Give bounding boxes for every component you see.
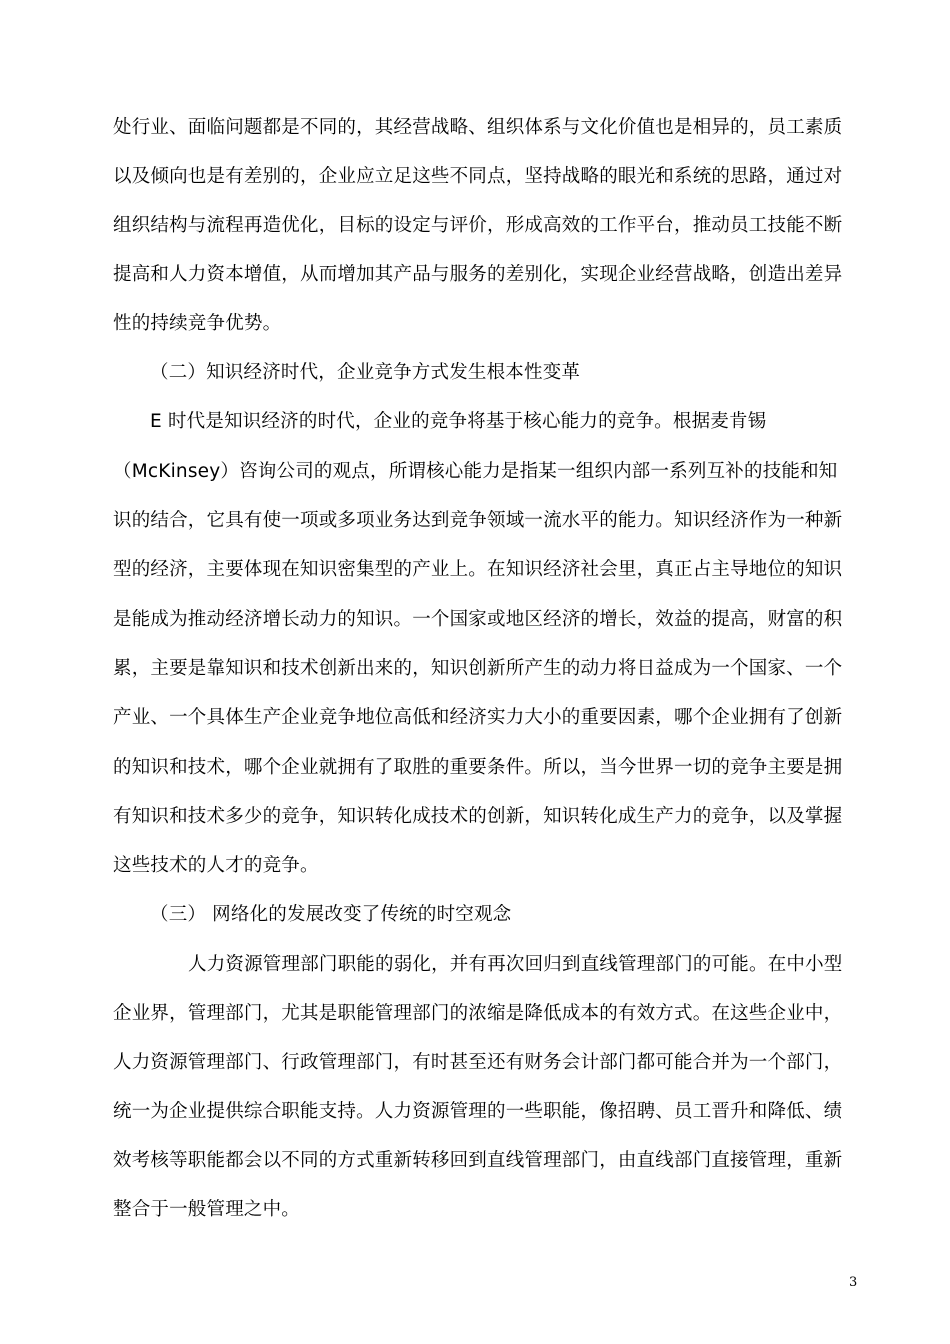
- text-line: 这些技术的人才的竞争。: [113, 855, 319, 876]
- text-line: 累，主要是靠知识和技术创新出来的，知识创新所产生的动力将日益成为一个国家、一个: [113, 658, 843, 679]
- text-line: 产业、一个具体生产企业竞争地位高低和经济实力大小的重要因素，哪个企业拥有了创新: [113, 707, 843, 728]
- text-line: 人力资源管理部门、行政管理部门，有时甚至还有财务会计部门都可能合并为一个部门，: [113, 1052, 843, 1073]
- text-line: 性的持续竞争优势。: [113, 313, 282, 334]
- text-line: 以及倾向也是有差别的，企业应立足这些不同点，坚持战略的眼光和系统的思路，通过对: [113, 166, 843, 187]
- section-heading-3: （三） 网络化的发展改变了传统的时空观念: [150, 904, 512, 925]
- text-line: 组织结构与流程再造优化，目标的设定与评价，形成高效的工作平台，推动员工技能不断: [113, 215, 843, 236]
- page-number: 3: [849, 1275, 858, 1290]
- text-line: 企业界，管理部门，尤其是职能管理部门的浓缩是降低成本的有效方式。在这些企业中，: [113, 1003, 843, 1024]
- text-line: 人力资源管理部门职能的弱化，并有再次回归到直线管理部门的可能。在中小型: [188, 954, 843, 975]
- text-line: 的知识和技术，哪个企业就拥有了取胜的重要条件。所以，当今世界一切的竞争主要是拥: [113, 757, 843, 778]
- text-line: 提高和人力资本增值，从而增加其产品与服务的差别化，实现企业经营战略，创造出差异: [113, 264, 843, 285]
- text-line: 型的经济，主要体现在知识密集型的产业上。在知识经济社会里，真正占主导地位的知识: [113, 559, 843, 580]
- text-line: 是能成为推动经济增长动力的知识。一个国家或地区经济的增长，效益的提高，财富的积: [113, 609, 843, 630]
- text-line: 有知识和技术多少的竞争，知识转化成技术的创新，知识转化成生产力的竞争，以及掌握: [113, 806, 843, 827]
- text-line: 统一为企业提供综合职能支持。人力资源管理的一些职能，像招聘、员工晋升和降低、绩: [113, 1101, 843, 1122]
- text-line: 整合于一般管理之中。: [113, 1199, 301, 1220]
- text-line: 处行业、面临问题都是不同的，其经营战略、组织体系与文化价值也是相异的，员工素质: [113, 117, 843, 138]
- text-line: （McKinsey）咨询公司的观点，所谓核心能力是指某一组织内部一系列互补的技能和知: [113, 461, 838, 482]
- section-heading-2: （二）知识经济时代，企业竞争方式发生根本性变革: [150, 362, 581, 383]
- text-line: 效考核等职能都会以不同的方式重新转移回到直线管理部门，由直线部门直接管理，重新: [113, 1150, 843, 1171]
- text-line: E 时代是知识经济的时代，企业的竞争将基于核心能力的竞争。根据麦肯锡: [150, 411, 767, 432]
- text-line: 识的结合，它具有使一项或多项业务达到竞争领域一流水平的能力。知识经济作为一种新: [113, 510, 843, 531]
